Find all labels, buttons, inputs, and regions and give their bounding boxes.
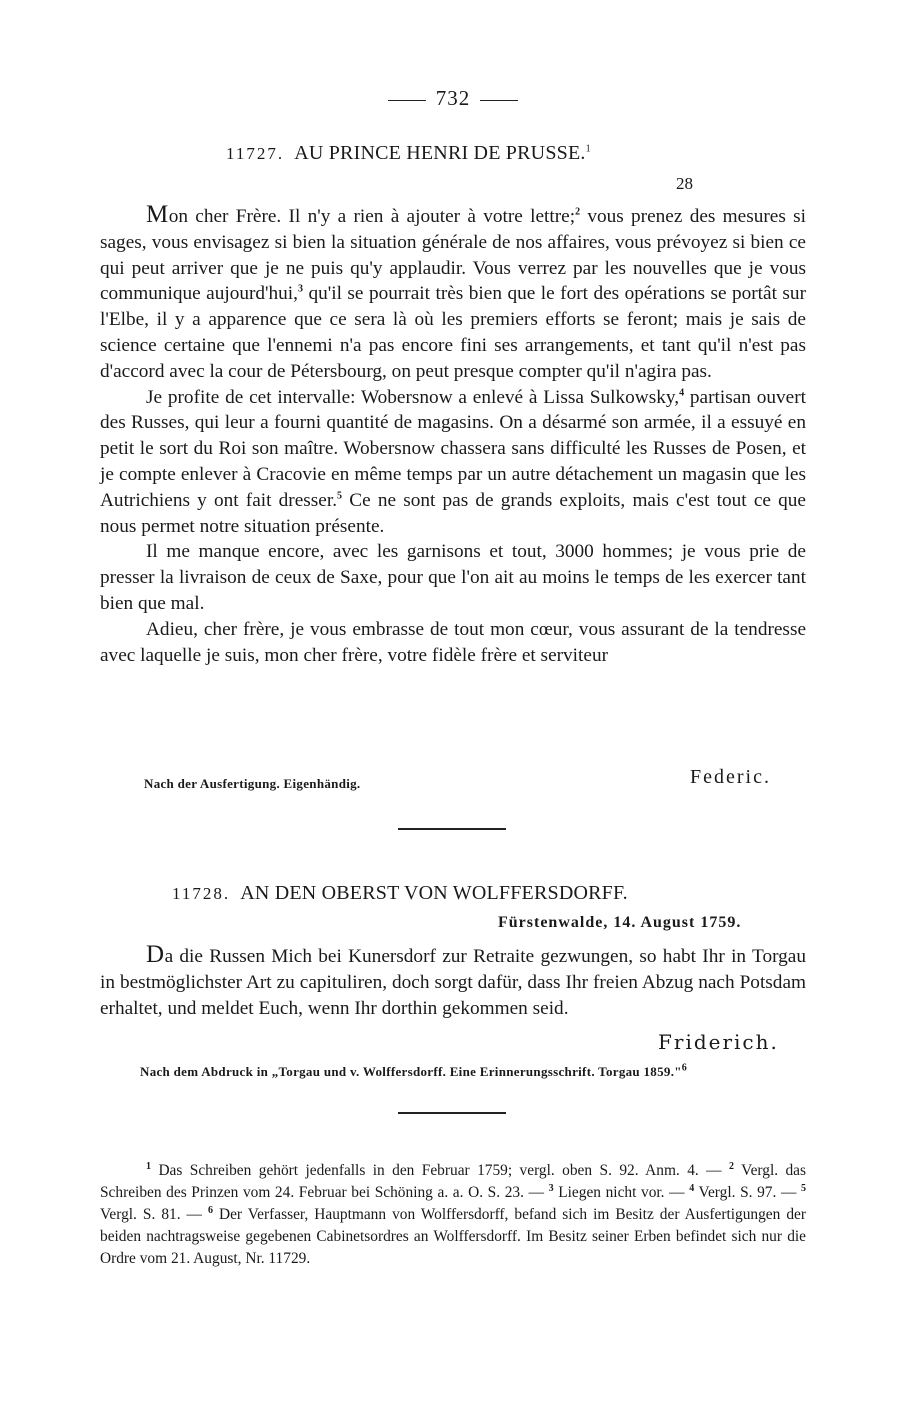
footnote-3-marker: 3 — [548, 1182, 554, 1194]
paragraph-2-text-c: Ce ne sont pas de grands exploits, mais c'est tout ce que nous permet notre situation présente. — [100, 489, 806, 537]
paragraph-1-text-b: vous prenez des mesures si sages, vous envisagez si bien la situation générale de nos affaires, vous prévoyez si bien ce qui peut arriver que je ne puis qu'y applaudir. Vous verrez par les nouvelles que je vous communique aujourd'hui, — [100, 206, 806, 305]
source-text: Nach dem Abdruck in „Torgau und v. Wolffersdorff. Eine Erinnerungsschrift. Torgau 1859." — [140, 1064, 682, 1079]
letter-11727-heading — [226, 142, 591, 165]
title-footnote-ref: 1 — [585, 143, 591, 155]
separator-rule — [398, 828, 506, 830]
footnotes — [100, 1160, 806, 1270]
letter-11728-signature: Friderich. — [658, 1030, 779, 1054]
paragraph-4: Adieu, cher frère, je vous embrasse de tout mon cœur, vous assurant de la tendresse avec laquelle je suis, mon cher frère, votre fidèle frère et serviteur — [100, 618, 806, 666]
initial-letter: M — [146, 201, 169, 228]
letter-title: AU PRINCE HENRI DE PRUSSE. — [294, 142, 586, 164]
footnote-ref-4: 4 — [679, 387, 685, 399]
footnote-ref-2: 2 — [575, 206, 581, 218]
footnote-6-text: Der Verfasser, Hauptmann von Wolffersdorff, befand sich im Besitz der Ausfertigungen der beiden nachtragsweise gegebenen Cabinetsordres an Wolffersdorff. Im Besitz seiner Erben befindet sich nur die Ordre vom 21. August, Nr. 11729. — [100, 1206, 806, 1267]
footnote-4-marker: 4 — [689, 1182, 695, 1194]
footnote-ref-3: 3 — [297, 283, 303, 295]
footnote-5-text: Vergl. S. 81. — — [100, 1206, 202, 1223]
footnote-5-marker: 5 — [801, 1182, 806, 1194]
footnote-1-marker: 1 — [146, 1160, 151, 1172]
paragraph-1 — [100, 202, 806, 385]
letter-title: AN DEN OBERST VON WOLFFERSDORFF. — [240, 882, 628, 904]
footnote-ref-6: 6 — [681, 1062, 688, 1074]
paragraph-1-text-a: on cher Frère. Il n'y a rien à ajouter à votre lettre; — [168, 206, 576, 227]
paragraph-2-text-b: partisan ouvert des Russes, qui leur a fourni quantité de magasins. On a désarmé son armée, il a essuyé en petit le sort du Roi son maître. Wobersnow chassera sans difficulté les Russes de Posen, et je compte enlever à Cracovie en même temps par un autre détachement un magasin que les Autrichiens y ont fait dresser. — [100, 386, 806, 511]
letter-11728-body — [100, 942, 806, 1021]
footnote-3-text: Liegen nicht vor. — — [553, 1184, 685, 1201]
letter-11728-text: a die Russen Mich bei Kunersdorf zur Retraite gezwungen, so habt Ihr in Torgau in bestmöglichster Art zu capituliren, doch sorgt dafür, dass Ihr freien Abzug nach Potsdam erhaltet, und meldet Euch, wenn Ihr dorthin gekommen seid. — [100, 946, 806, 1019]
paragraph-2 — [100, 385, 806, 540]
initial-letter: D — [146, 941, 165, 968]
source-note: Nach der Ausfertigung. Eigenhändig. — [144, 776, 361, 791]
letter-11727-date: 28 — [676, 174, 693, 193]
footnote-ref-5: 5 — [337, 490, 343, 502]
signature: Federic. — [690, 766, 771, 788]
letter-11728-paragraph — [100, 942, 806, 1021]
letter-number: 11727. — [226, 144, 285, 163]
paragraph-1-text-c: qu'il se pourrait très bien que le fort des opérations se portât sur l'Elbe, il y a apparence que ce sera là où les premiers efforts se feront; mais je sais de science certaine que l'ennemi n'a pas encore fini ses arrangements, et tant qu'il n'est pas d'accord avec la cour de Pétersbourg, on peut presque compter qu'il n'agira pas. — [100, 283, 806, 382]
footnote-2-marker: 2 — [729, 1160, 735, 1172]
paragraph-3: Il me manque encore, avec les garnisons et tout, 3000 hommes; je vous prie de presser la livraison de ceux de Saxe, pour que l'on ait au moins le temps de les exercer tant bien que mal. — [100, 541, 806, 614]
paragraph-2-text-a: Je profite de cet intervalle: Wobersnow a enlevé à Lissa Sulkowsky, — [146, 386, 680, 408]
footnote-2-text: Vergl. das Schreiben des Prinzen vom 24. Februar bei Schöning a. a. O. S. 23. — — [100, 1162, 807, 1201]
footnote-block — [100, 1160, 806, 1270]
right-dash — [480, 100, 518, 101]
left-dash — [388, 100, 426, 101]
footnote-separator-rule — [398, 1112, 506, 1114]
footnote-6-marker: 6 — [207, 1204, 213, 1216]
letter-11727-body — [100, 202, 806, 668]
letter-11728-heading — [172, 882, 628, 905]
letter-11728-source — [140, 1064, 687, 1080]
page-number-row — [100, 86, 806, 111]
page-number: 732 — [435, 86, 471, 110]
letter-number: 11728. — [172, 884, 231, 903]
footnote-4-text: Vergl. S. 97. — — [694, 1184, 797, 1201]
letter-11728-date: Fürstenwalde, 14. August 1759. — [498, 914, 742, 931]
footnote-1-text: Das Schreiben gehört jedenfalls in den Februar 1759; vergl. oben S. 92. Anm. 4. — — [158, 1162, 722, 1179]
